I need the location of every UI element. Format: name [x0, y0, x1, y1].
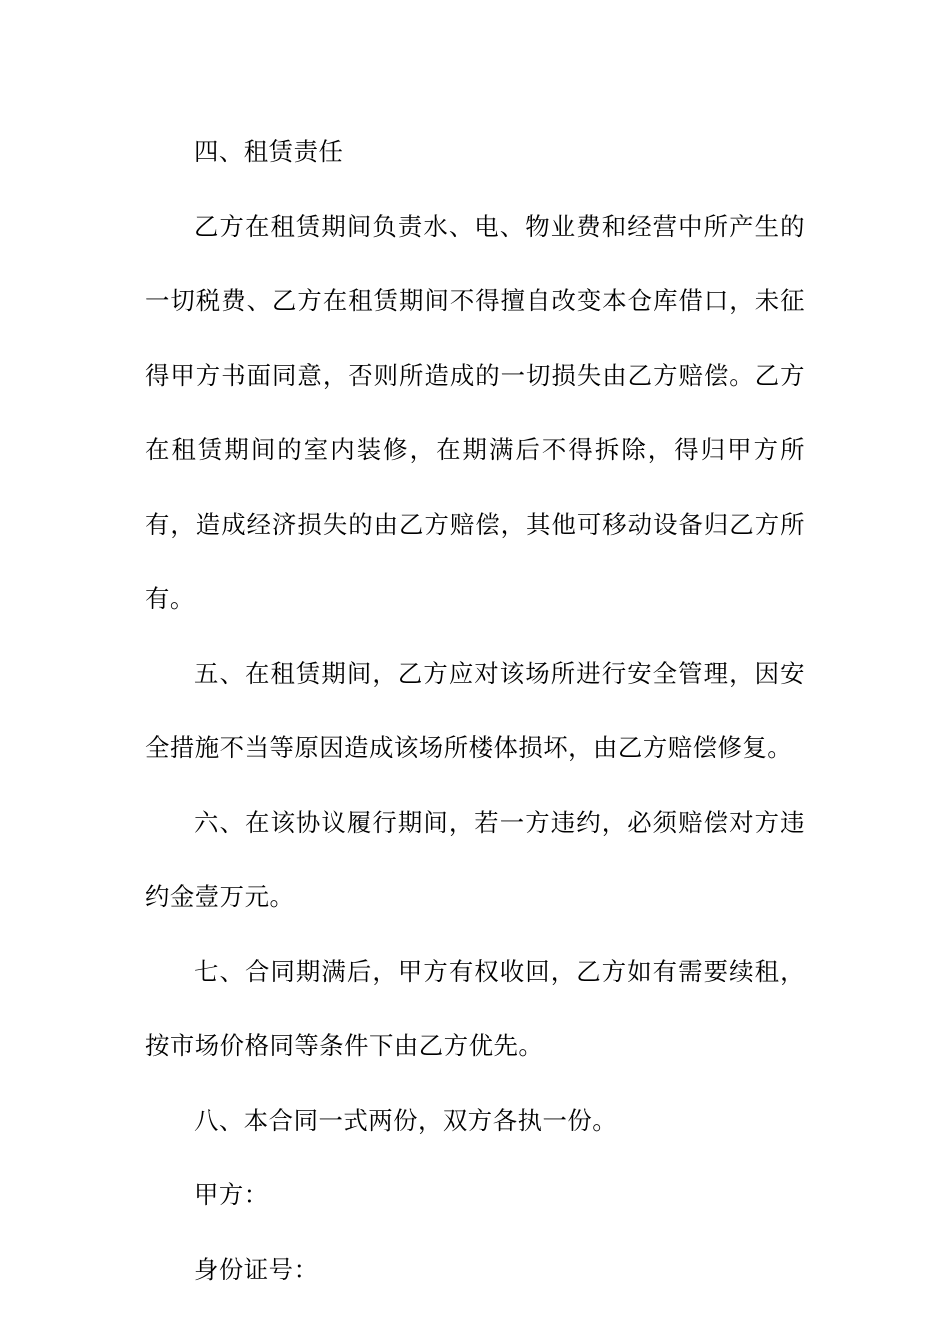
paragraph-clause-six: 六、在该协议履行期间，若一方违约，必须赔偿对方违约金壹万元。	[145, 807, 805, 911]
contract-body	[145, 115, 805, 1307]
paragraph-lease-responsibility: 乙方在租赁期间负责水、电、物业费和经营中所产生的一切税费、乙方在租赁期间不得擅自改变本仓库借口，未征得甲方书面同意，否则所造成的一切损失由乙方赔偿。乙方在租赁期间的室内装修，在期满后不得拆除，得归甲方所有，造成经济损失的由乙方赔偿，其他可移动设备归乙方所有。	[145, 211, 805, 613]
paragraph-clause-five: 五、在租赁期间，乙方应对该场所进行安全管理，因安全措施不当等原因造成该场所楼体损坏，由乙方赔偿修复。	[145, 658, 805, 762]
paragraph-clause-seven: 七、合同期满后，甲方有权收回，乙方如有需要续租，按市场价格同等条件下由乙方优先。	[145, 956, 805, 1060]
party-a-label: 甲方：	[194, 1180, 269, 1209]
section-heading-lease-responsibility: 四、租赁责任	[194, 137, 344, 166]
paragraph-clause-eight: 八、本合同一式两份，双方各执一份。	[194, 1105, 618, 1135]
id-number-label: 身份证号：	[194, 1254, 319, 1284]
